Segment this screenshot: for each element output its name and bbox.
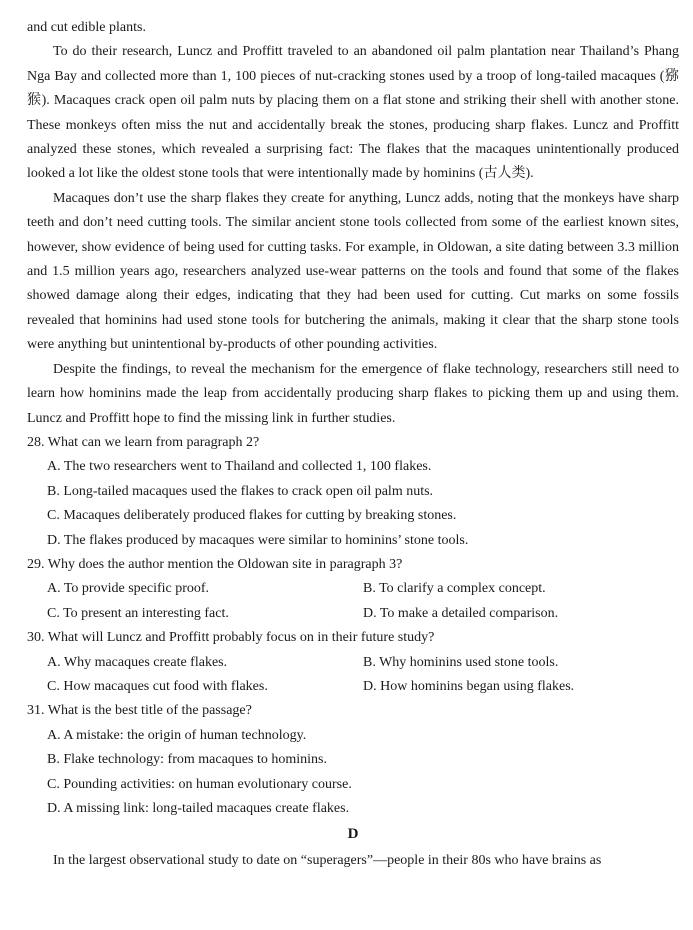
option-a: A. To provide specific proof. bbox=[47, 581, 210, 597]
option-b: B. Why hominins used stone tools. bbox=[363, 654, 559, 670]
option-a: A. The two researchers went to Thailand and collected 1, 100 flakes. bbox=[47, 459, 432, 475]
option-row bbox=[27, 577, 679, 601]
option-b: B. To clarify a complex concept. bbox=[363, 581, 546, 597]
question-stem: 28. What can we learn from paragraph 2? bbox=[27, 434, 260, 450]
question-stem: 31. What is the best title of the passage? bbox=[27, 703, 252, 719]
option-b: B. Flake technology: from macaques to hominins. bbox=[47, 752, 327, 768]
option-a: A. A mistake: the origin of human technology. bbox=[47, 727, 307, 743]
option-d: D. How hominins began using flakes. bbox=[363, 678, 575, 694]
option-a: A. Why macaques create flakes. bbox=[47, 654, 228, 670]
section-d-intro: In the largest observational study to date on “superagers”—people in their 80s who have brains as bbox=[53, 853, 602, 869]
paragraph-3: Macaques don’t use the sharp flakes they create for anything, Luncz adds, noting that the monkeys have sharp teeth and don’t need cutting tools. The similar ancient stone tools collected from some of the earliest known sites, however, show evidence of being used for cutting tasks. For example, in Oldowan, a site dating between 3.3 million and 1.5 million years ago, researchers analyzed use-wear patterns on the tools and found that some of the flakes showed damage along their edges, indicating that they had been used for cutting. Cut marks on some fossils revealed that hominins had used stone tools for butchering the animals, making it clear that the sharp stone tools were anything but unintentional by-products of other pounding activities. bbox=[27, 190, 679, 353]
question-stem: 30. What will Luncz and Proffitt probably focus on in their future study? bbox=[27, 630, 435, 646]
option-c: C. How macaques cut food with flakes. bbox=[47, 678, 268, 694]
paragraph-1-tail: and cut edible plants. bbox=[27, 20, 146, 35]
option-row bbox=[27, 675, 679, 699]
question-30 bbox=[27, 626, 679, 699]
question-29 bbox=[27, 553, 679, 626]
question-31 bbox=[27, 699, 679, 821]
paragraph-2: To do their research, Luncz and Proffitt traveled to an abandoned oil palm plantation near Thailand’s Phang Nga Bay and collected more than 1, 100 pieces of nut-cracking stones used by a troop of long-tailed macaques (猕猴). Macaques crack open oil palm nuts by placing them on a flat stone and striking their shell with another stone. These monkeys often miss the nut and accidentally break the stones, producing sharp flakes. Luncz and Proffitt analyzed these stones, which revealed a surprising fact: The flakes that the macaques unintentionally produced looked a lot like the oldest stone tools that were intentionally made by hominins (古人类). bbox=[27, 44, 679, 182]
question-stem: 29. Why does the author mention the Oldowan site in paragraph 3? bbox=[27, 556, 403, 572]
option-d: D. A missing link: long-tailed macaques create flakes. bbox=[47, 801, 350, 816]
option-d: D. The flakes produced by macaques were similar to hominins’ stone tools. bbox=[47, 532, 469, 548]
option-row bbox=[27, 602, 679, 626]
option-c: C. Pounding activities: on human evolutionary course. bbox=[47, 776, 352, 792]
paragraph-4: Despite the findings, to reveal the mechanism for the emergence of flake technology, researchers still need to learn how hominins made the leap from accidentally producing sharp flakes to picking them up and using them. Luncz and Proffitt hope to find the missing link in further studies. bbox=[27, 361, 679, 426]
option-row bbox=[27, 651, 679, 675]
question-28 bbox=[27, 431, 679, 553]
option-b: B. Long-tailed macaques used the flakes to crack open oil palm nuts. bbox=[47, 483, 434, 499]
option-c: C. To present an interesting fact. bbox=[47, 605, 229, 621]
option-c: C. Macaques deliberately produced flakes for cutting by breaking stones. bbox=[47, 508, 457, 524]
section-heading: D bbox=[347, 826, 359, 843]
option-d: D. To make a detailed comparison. bbox=[363, 605, 559, 621]
